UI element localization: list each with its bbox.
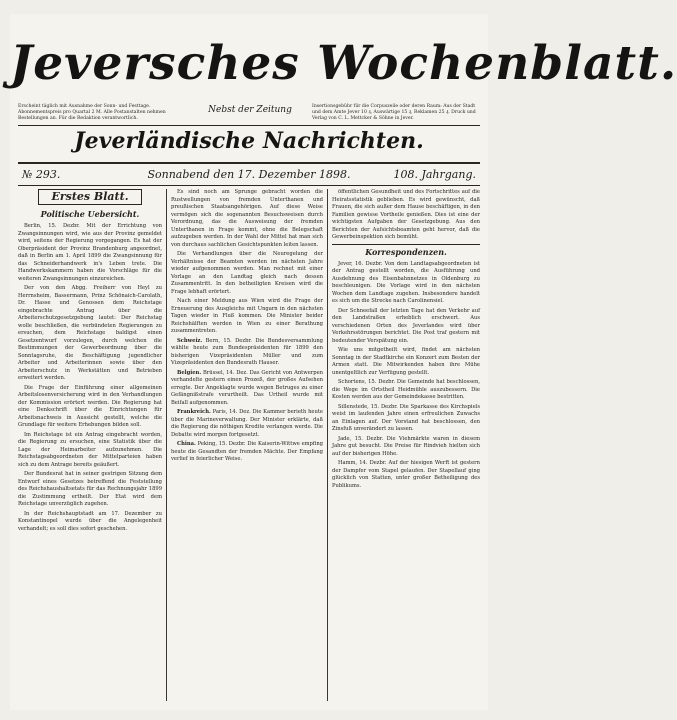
article-text: Peking, 15. Dezbr. Die Kaiserin-Wittwe empfing heute die Gesandten der fremden Mächte. Der Empfang verlief in feierlicher Weise. bbox=[171, 441, 323, 462]
article-paragraph: Schortens, 15. Dezbr. Die Gemeinde hat beschlossen, die Wege im Ortstheil Heidmühle auszubessern. Die Kosten werden aus der Gemeindekasse bestritten. bbox=[332, 379, 480, 400]
article-paragraph: Der Schneefall der letzten Tage hat den Verkehr auf den Landstraßen erheblich erschwert. Aus verschiedenen Orten des Jeverlandes wird über Verkehrsstörungen berichtet. Die Post traf gestern mit bedeutender Verspätung ein. bbox=[332, 307, 480, 344]
article-paragraph: Berlin, 15. Dezbr. Mit der Errichtung von Zwangsinnungen wird, wie aus der Provinz gemeldet wird, seitens der Regierung vorgegangen. Es hat der Oberpräsident der Provinz Brandenburg angeordnet, daß in Berlin am 1. April 1899 die Zwangsinnung für das Schneiderhandwerk in's Leben trete. Die Handwerkskammern haben die Vorschläge für die weiteren Zwangsinnungen einzureichen. bbox=[18, 223, 162, 282]
dateline-rule-top bbox=[18, 162, 480, 164]
column-divider bbox=[327, 189, 328, 701]
article-paragraph: Wie uns mitgetheilt wird, findet am nächsten Sonntag in der Stadtkirche ein Konzert zum Besten der Armen statt. Die Mitwirkenden haben ihre Mühe unentgeltlich zur Verfügung gestellt. bbox=[332, 347, 480, 376]
masthead-rule-top bbox=[18, 125, 480, 126]
article-text: Bern, 15. Dezbr. Die Bundesversammlung wählte heute zum Bundespräsidenten für 1899 den bisherigen Vizepräsidenten Müller und zum Vizepräsidenten den Bundesrath Hauser. bbox=[171, 337, 323, 366]
article-paragraph: Jever, 16. Dezbr. Von dem Landtagsabgeordneten ist der Antrag gestellt worden, die Ausführung und Ausdehnung des Eisenbahnnetzes in Oldenburg zu beschleunigen. Die Vorlage wird in den nächsten Wochen dem Landtage zugehen. Insbesondere handelt es sich um die Strecke nach Carolinensiel. bbox=[332, 260, 480, 304]
issue-date: Sonnabend den 17. Dezember 1898. bbox=[147, 168, 351, 181]
issue-number: № 293. bbox=[22, 168, 61, 181]
dateline-rule-bottom bbox=[18, 185, 480, 186]
article-paragraph: Der von den Abgg. Freiherr von Heyl zu Herrnsheim, Bassermann, Prinz Schönaich-Carolath, Dr. Hasse und Genossen dem Reichstage eingebrachte Antrag über die Arbeiterschutzgesetzgebung lautet: Der Reichstag wolle beschließen, die verbündeten Regierungen zu ersuchen, dem Reichstage baldigst einen Gesetzentwurf vorzulegen, durch welchen die Bestimmungen der Gewerbeordnung über die Sonntagsruhe, die Beschäftigung jugendlicher Arbeiter und Arbeiterinnen sowie über den Arbeiterschutz in Werkstätten und Betrieben erweitert werden. bbox=[18, 285, 162, 381]
article-paragraph bbox=[171, 338, 323, 368]
section-title-correspondence: Korrespondenzen. bbox=[332, 244, 480, 258]
column-divider bbox=[166, 189, 167, 701]
masthead-info-center: Nebst der Zeitung bbox=[208, 105, 292, 115]
article-text: Brüssel, 14. Dez. Das Gericht von Antwerpen verhandelte gestern einen Prozeß, der großes Aufsehen erregte. Der Angeklagte wurde wegen Betruges zu einer Gefängnißstrafe verurtheilt. Das Urtheil wurde mit Beifall aufgenommen. bbox=[171, 369, 323, 406]
issue-year: 108. Jahrgang. bbox=[393, 168, 476, 181]
article-paragraph: Hamm, 14. Dezbr. Auf der hiesigen Werft ist gestern der Dampfer vom Stapel gelaufen. Der Stapellauf ging glücklich von Statten, unter großer Betheiligung des Publikums. bbox=[332, 460, 480, 489]
article-paragraph: Jade, 15. Dezbr. Die Viehmärkte waren in diesem Jahre gut besucht. Die Preise für Rindvieh hielten sich auf der bisherigen Höhe. bbox=[332, 435, 480, 457]
article-paragraph: Der Bundesrat hat in seiner gestrigen Sitzung dem Entwurf eines Gesetzes betreffend die Feststellung des Reichshaushaltsetats für das Rechnungsjahr 1899 die Zustimmung ertheilt. Der Etat wird dem Reichstage unverzüglich zugehen. bbox=[18, 471, 162, 507]
column-1 bbox=[18, 189, 162, 705]
article-paragraph: Die Verhandlungen über die Neuregelung der Verhältnisse der Beamten werden im nächsten Jahre wieder aufgenommen werden. Man rechnet mit einer Vorlage an den Landtag gleich nach dessen Zusammentritt. In den betheiligten Kreisen wird die Frage lebhaft erörtert. bbox=[171, 251, 323, 295]
article-paragraph bbox=[171, 370, 323, 408]
article-paragraph: Im Reichstage ist ein Antrag eingebracht worden, die Regierung zu ersuchen, eine Statistik über die Lage der Heimarbeiter aufzunehmen. Die Reichstagsabgeordneten der Mittelparteien haben sich zu dem Antrage bereits geäußert. bbox=[18, 431, 162, 468]
section-box-title: Erstes Blatt. bbox=[38, 189, 142, 205]
column-2 bbox=[171, 189, 323, 705]
article-paragraph bbox=[171, 441, 323, 464]
section-title-switzerland: Schweiz. bbox=[177, 337, 203, 344]
article-paragraph: Es sind noch am Sprunge gebracht worden die Rustwellungen von fremden Unterthanen und preußischen Staatsangehörigen. Auf diese Weise vermögen sich die sogenannten Besuchsweisen durch Verordnung, das die Ausweisung der fremden Unterthanen in Frage kommt, ohne die Belegschaft aufzugeben werden. In der Wahl der Mittel hat man sich von durchaus sachlichen Gesichtspunkten leiten lassen. bbox=[171, 189, 323, 248]
masthead-info-right: Insertionsgebühr für die Corpuszeile oder deren Raum: Aus der Stadt und dem Amte Jever 10 ₰, Auswärtige 15 ₰, Reklamen 25 ₰. Druck und Verlag von C. L. Mettcker & Söhne in Jever. bbox=[312, 104, 476, 121]
newspaper-sheet bbox=[10, 14, 677, 710]
masthead-subtitle: Jeverländische Nachrichten. bbox=[74, 128, 424, 154]
section-title-politics: Politische Uebersicht. bbox=[40, 209, 140, 219]
section-title-france: Frankreich. bbox=[177, 409, 211, 415]
column-3 bbox=[332, 189, 480, 705]
article-paragraph bbox=[171, 409, 323, 439]
article-paragraph: In der Reichshauptstadt am 17. Dezember zu Konstantinopel wurde über die Angelegenheit verhandelt; es soll dies sofort geschehen. bbox=[18, 510, 162, 532]
article-paragraph: Nach einer Meldung aus Wien wird die Frage der Erneuerung des Ausgleichs mit Ungarn in den nächsten Tagen wieder in Fluß kommen. Die Minister beider Reichshälften werden in Wien zu einer Berathung zusammentreten. bbox=[171, 298, 323, 334]
masthead-info-left: Erscheint täglich mit Ausnahme der Sonn- und Festtage. Abonnementspreis pro Quartal 2 M. Alle Postanstalten nehmen Bestellungen an. Für die Redaktion verantwortlich. bbox=[18, 104, 166, 121]
masthead-title: Jeversches Wochenblatt. bbox=[10, 36, 677, 91]
article-paragraph: öffentlichen Gesundheit und des Fortschrittes auf die Heiratsstatistik geblieben. Es wird gewünscht, daß Frauen, die sich außer dem Hause beschäftigen, in den Familien gewisse Vortheile genießen. Dies ist eine der wichtigsten Aufgaben der Gesetzgebung. Aus den Berichten der Aufsichtsbeamten geht hervor, daß die Gewerbeinspektion sich bemüht. bbox=[332, 189, 480, 240]
section-title-belgium: Belgien. bbox=[177, 369, 202, 376]
section-title-china: China. bbox=[177, 441, 196, 447]
dateline bbox=[18, 166, 480, 184]
article-paragraph: Die Frage der Einführung einer allgemeinen Arbeitslosenversicherung wird in den Verhandlungen der Kommission erörtert werden. Die Regierung hat eine Denkschrift über die Einrichtungen für Arbeitsnachweis in Aussicht gestellt, welche die Grundlage für weitere Erhebungen bilden soll. bbox=[18, 384, 162, 428]
article-paragraph: Sillenstede, 15. Dezbr. Die Sparkasse des Kirchspiels weist im laufenden Jahre einen erfreulichen Zuwachs an Einlagen auf. Der Vorstand hat beschlossen, den Zinsfuß unverändert zu lassen. bbox=[332, 403, 480, 432]
article-text: Paris, 14. Dez. Die Kammer berieth heute über die Marineverwaltung. Der Minister erklärte, daß die Regierung die nöthigen Kredite verlangen werde. Die Debatte wird morgen fortgesetzt. bbox=[171, 409, 323, 438]
